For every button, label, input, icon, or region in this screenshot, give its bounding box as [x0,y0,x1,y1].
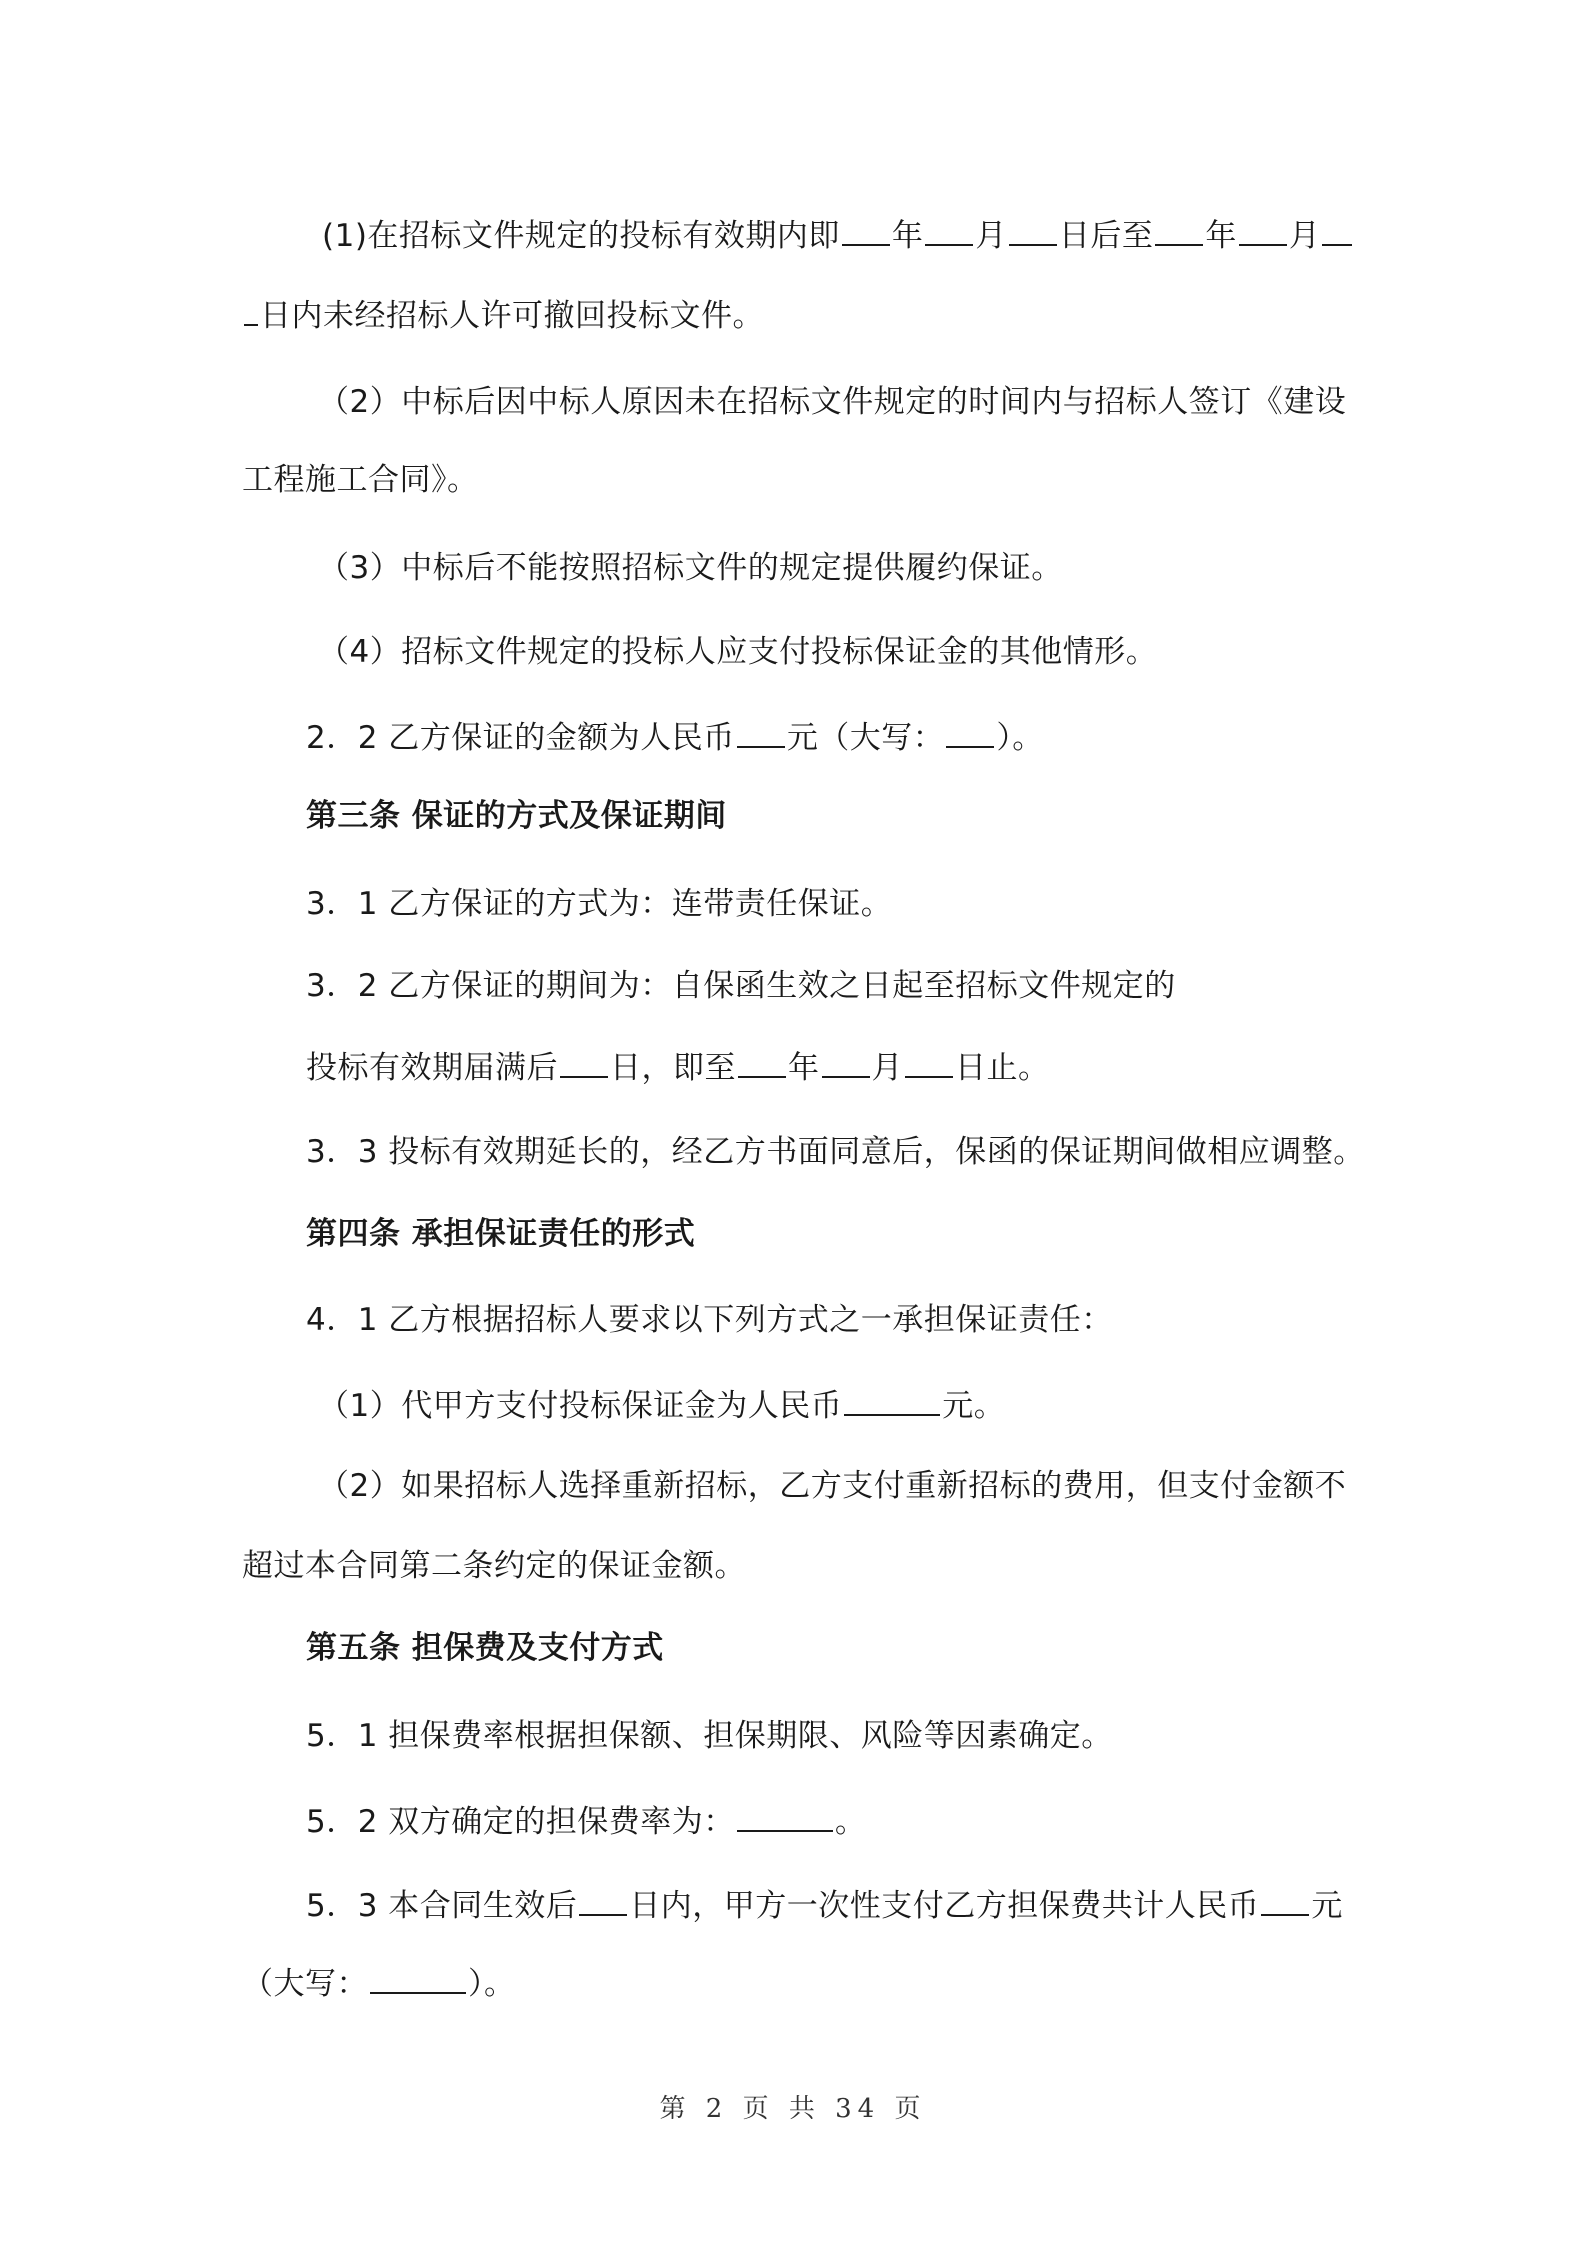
blank-field [737,1800,833,1832]
clause-text: （1）代甲方支付投标保证金为人民币 [318,1388,843,1424]
clause-3-2-line-1 [306,966,1176,1006]
blank-field [244,294,258,326]
clause-text: （4）招标文件规定的投标人应支付投标保证金的其他情形。 [318,634,1158,670]
clause-3-1 [306,884,892,924]
blank-field [1261,1884,1309,1916]
clause-text: ）。 [996,720,1044,756]
clause-5-3-line-1 [306,1884,1343,1926]
clause-4-1 [306,1300,1113,1340]
clause-item-1-line-2 [242,294,764,336]
clause-text: 3．3 投标有效期延长的，经乙方书面同意后，保函的保证期间做相应调整。 [306,1134,1365,1170]
clause-4-1-item-2-line-2 [242,1546,746,1586]
blank-field [842,214,890,246]
blank-field [738,1046,786,1078]
blank-field [737,716,785,748]
clause-text: 3．1 乙方保证的方式为：连带责任保证。 [306,886,893,922]
clause-text: （2）中标后因中标人原因未在招标文件规定的时间内与招标人签订《建设 [318,384,1347,420]
clause-text: 。 [834,1804,867,1840]
blank-field [370,1962,466,1994]
clause-item-1-line-1 [322,214,1354,256]
blank-field [1009,214,1057,246]
clause-text: 月 [1288,218,1321,254]
clause-text: 年 [891,218,924,254]
clause-3-3 [306,1132,1365,1172]
blank-field [905,1046,953,1078]
clause-text: 投标有效期届满后 [306,1050,558,1086]
clause-text: 5．3 本合同生效后 [306,1888,578,1924]
clause-text: (1)在招标文件规定的投标有效期内即 [322,218,840,254]
clause-item-3 [318,548,1063,588]
article-5-heading [306,1628,664,1668]
clause-text: （3）中标后不能按照招标文件的规定提供履约保证。 [318,550,1063,586]
article-heading: 第四条 承担保证责任的形式 [306,1216,696,1252]
clause-text: 元。 [942,1388,1006,1424]
clause-4-1-item-2-line-1 [318,1466,1346,1506]
blank-field [925,214,973,246]
blank-field [844,1384,940,1416]
blank-field [1155,214,1203,246]
clause-text: （2）如果招标人选择重新招标，乙方支付重新招标的费用，但支付金额不 [318,1468,1347,1504]
clause-text: 4．1 乙方根据招标人要求以下列方式之一承担保证责任： [306,1302,1113,1338]
clause-4-1-item-1 [318,1384,1005,1426]
clause-5-1 [306,1716,1113,1756]
clause-text: 日内，甲方一次性支付乙方担保费共计人民币 [629,1888,1260,1924]
clause-item-2-line-2 [242,460,479,500]
clause-text: ）。 [468,1966,516,2002]
blank-field [579,1884,627,1916]
clause-text: 日后至 [1058,218,1154,254]
clause-5-3-line-2 [242,1962,516,2004]
clause-text: 3．2 乙方保证的期间为：自保函生效之日起至招标文件规定的 [306,968,1176,1004]
blank-field [1239,214,1287,246]
blank-field [946,716,994,748]
clause-2-2 [306,716,1044,758]
blank-field [560,1046,608,1078]
clause-text: 元（大写： [786,720,945,756]
clause-text: 年 [788,1050,820,1086]
clause-text: 超过本合同第二条约定的保证金额。 [242,1548,746,1584]
clause-item-4 [318,632,1157,672]
clause-text: 元 [1311,1888,1343,1924]
article-heading: 第三条 保证的方式及保证期间 [306,798,727,834]
clause-5-2 [306,1800,866,1842]
article-4-heading [306,1214,695,1254]
clause-text: 月 [975,218,1007,254]
clause-text: 5．1 担保费率根据担保额、担保期限、风险等因素确定。 [306,1718,1113,1754]
page-number-footer [0,2088,1586,2125]
clause-text: （大写： [242,1966,368,2002]
blank-field [1322,214,1352,246]
clause-3-2-line-2 [306,1046,1050,1088]
clause-item-2-line-1 [318,382,1346,422]
article-heading: 第五条 担保费及支付方式 [306,1630,664,1666]
clause-text: 5．2 双方确定的担保费率为： [306,1804,735,1840]
clause-text: 工程施工合同》。 [242,462,479,498]
article-3-heading [306,796,727,836]
page-number: 第 2 页 共 34 页 [659,2094,927,2124]
clause-text: 日内未经招标人许可撤回投标文件。 [260,298,764,334]
clause-text: 日，即至 [610,1050,736,1086]
clause-text: 日止。 [955,1050,1050,1086]
blank-field [822,1046,870,1078]
clause-text: 2．2 乙方保证的金额为人民币 [306,720,735,756]
clause-text: 年 [1205,218,1237,254]
clause-text: 月 [871,1050,903,1086]
